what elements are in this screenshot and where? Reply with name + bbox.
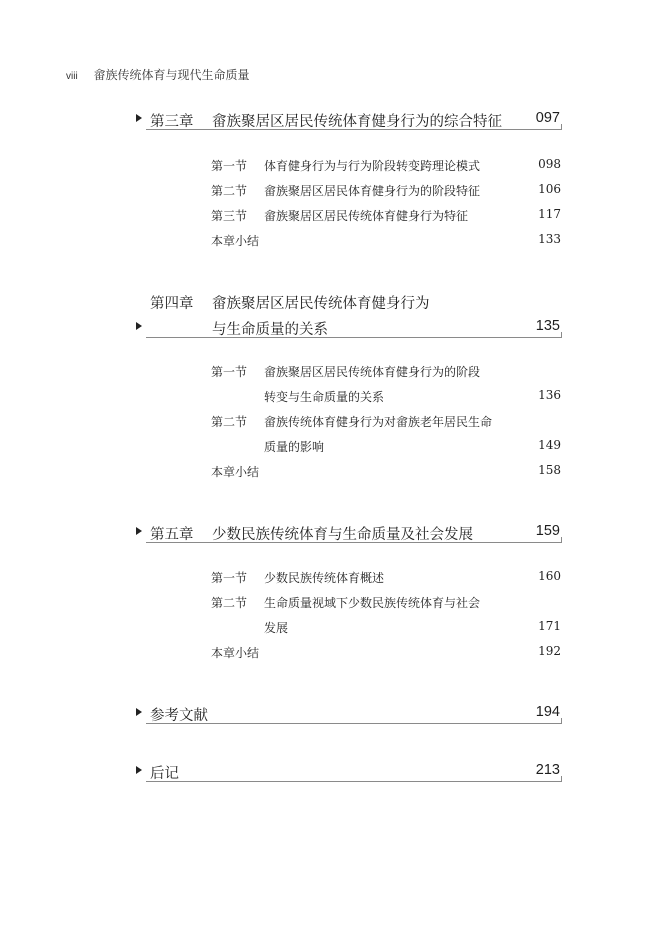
section-page: 158 — [538, 463, 561, 477]
section-title: 畲族聚居区居民体育健身行为的阶段特征 — [264, 184, 481, 198]
section-page: 136 — [538, 388, 561, 402]
section-number: 第一节 — [211, 159, 248, 173]
toc-section[interactable] — [211, 363, 561, 405]
section-number: 本章小结 — [211, 646, 260, 660]
header-book-title: 畲族传统体育与现代生命质量 — [93, 68, 250, 82]
section-title-line2: 质量的影响 — [264, 440, 325, 454]
toc-section[interactable] — [211, 413, 561, 455]
chapter-rule — [146, 723, 562, 724]
section-page: 192 — [538, 644, 561, 658]
section-title-line1: 畲族传统体育健身行为对畲族老年居民生命 — [264, 415, 493, 429]
toc-chapter-3[interactable] — [136, 110, 562, 132]
section-title-line1: 生命质量视域下少数民族传统体育与社会 — [264, 596, 481, 610]
section-page: 160 — [538, 569, 561, 583]
chapter-rule — [146, 542, 562, 543]
section-title: 畲族聚居区居民传统体育健身行为特征 — [264, 209, 469, 223]
section-page: 171 — [538, 619, 561, 633]
section-title: 体育健身行为与行为阶段转变跨理论模式 — [264, 159, 481, 173]
section-page: 106 — [538, 182, 561, 196]
chapter-title-line1: 畲族聚居区居民传统体育健身行为 — [212, 296, 430, 312]
chapter-marker-icon — [136, 322, 142, 330]
toc-afterword[interactable] — [136, 762, 562, 784]
header-page-number: viii — [66, 71, 78, 82]
section-title-line2: 转变与生命质量的关系 — [264, 390, 385, 404]
back-matter-title: 参考文献 — [150, 708, 208, 724]
chapter-rule — [146, 337, 562, 338]
section-page: 098 — [538, 157, 561, 171]
chapter-number: 第四章 — [150, 296, 194, 312]
section-title-line2: 发展 — [264, 621, 289, 635]
chapter-title: 畲族聚居区居民传统体育健身行为的综合特征 — [212, 114, 502, 130]
section-page: 149 — [538, 438, 561, 452]
section-number: 第一节 — [211, 571, 248, 585]
back-matter-title: 后记 — [150, 766, 179, 782]
chapter-rule-tick — [561, 124, 562, 130]
chapter-rule — [146, 781, 562, 782]
chapter-rule-tick — [561, 718, 562, 724]
chapter-page: 097 — [535, 110, 560, 126]
back-matter-page: 213 — [535, 762, 560, 778]
toc-chapter-4[interactable] — [136, 292, 562, 340]
section-number: 第三节 — [211, 209, 248, 223]
section-number: 第二节 — [211, 184, 248, 198]
running-header — [66, 66, 250, 83]
chapter-marker-icon — [136, 527, 142, 535]
section-number: 本章小结 — [211, 234, 260, 248]
toc-chapter-5[interactable] — [136, 523, 562, 545]
section-title: 少数民族传统体育概述 — [264, 571, 385, 585]
chapter-rule — [146, 129, 562, 130]
section-title-line1: 畲族聚居区居民传统体育健身行为的阶段 — [264, 365, 481, 379]
section-number: 第二节 — [211, 415, 248, 429]
chapter-page: 159 — [535, 523, 560, 539]
section-page: 133 — [538, 232, 561, 246]
section-number: 第二节 — [211, 596, 248, 610]
toc-section[interactable] — [211, 594, 561, 636]
toc-references[interactable] — [136, 704, 562, 726]
chapter-marker-icon — [136, 114, 142, 122]
chapter-title-line2: 与生命质量的关系 — [212, 322, 328, 338]
chapter-rule-tick — [561, 776, 562, 782]
chapter-marker-icon — [136, 708, 142, 716]
chapter-number: 第三章 — [150, 114, 194, 130]
section-number: 第一节 — [211, 365, 248, 379]
chapter-title: 少数民族传统体育与生命质量及社会发展 — [212, 527, 473, 543]
chapter-number: 第五章 — [150, 527, 194, 543]
chapter-rule-tick — [561, 332, 562, 338]
section-page: 117 — [538, 207, 561, 221]
section-number: 本章小结 — [211, 465, 260, 479]
chapter-page: 135 — [535, 318, 560, 334]
chapter-marker-icon — [136, 766, 142, 774]
chapter-rule-tick — [561, 537, 562, 543]
back-matter-page: 194 — [535, 704, 560, 720]
